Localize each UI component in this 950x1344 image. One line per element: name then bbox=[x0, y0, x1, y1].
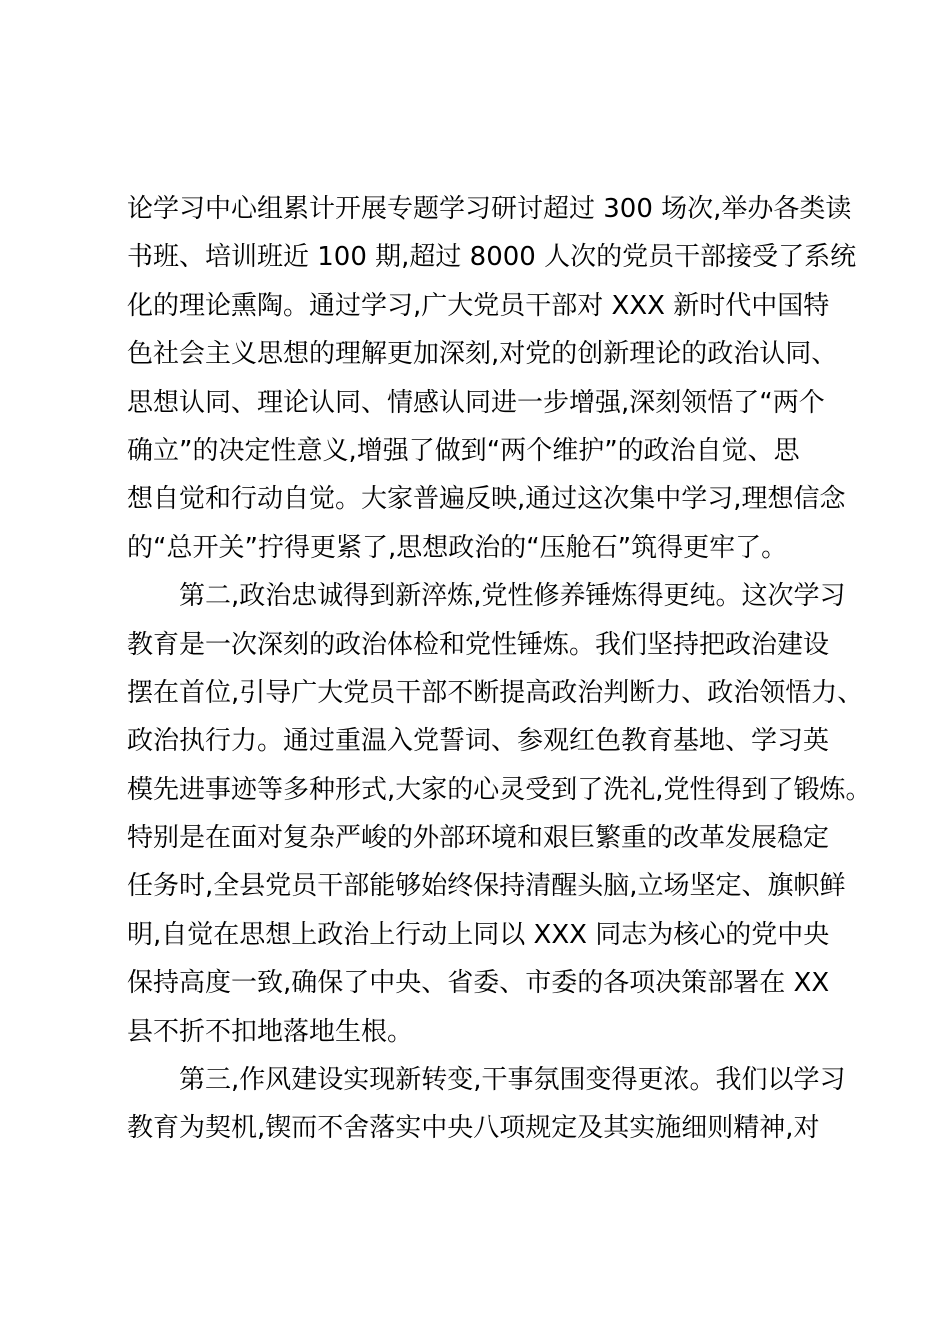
text-line-7: 想自觉和行动自觉。大家普遍反映,通过这次集中学习,理想信念 bbox=[127, 484, 846, 515]
text-line-5: 思想认同、理论认同、情感认同进一步增强,深刻领悟了“两个 bbox=[127, 387, 825, 418]
text-line-17: 保持高度一致,确保了中央、省委、市委的各项决策部署在 XX bbox=[127, 968, 830, 999]
text-line-6: 确立”的决定性意义,增强了做到“两个维护”的政治自觉、思 bbox=[127, 435, 800, 466]
text-line-11: 摆在首位,引导广大党员干部不断提高政治判断力、政治领悟力、 bbox=[127, 677, 864, 708]
text-line-18: 县不折不扣地落地生根。 bbox=[127, 1016, 414, 1047]
body-text bbox=[127, 185, 872, 1153]
paragraph-2-first-line: 第二,政治忠诚得到新淬炼,党性修养锤炼得更纯。这次学习 bbox=[179, 581, 846, 612]
text-line-15: 任务时,全县党员干部能够始终保持清醒头脑,立场坚定、旗帜鲜 bbox=[127, 871, 846, 902]
text-line-4: 色社会主义思想的理解更加深刻,对党的创新理论的政治认同、 bbox=[127, 339, 838, 370]
text-line-10: 教育是一次深刻的政治体检和党性锤炼。我们坚持把政治建设 bbox=[127, 629, 830, 660]
text-line-20: 教育为契机,锲而不舍落实中央八项规定及其实施细则精神,对 bbox=[127, 1113, 820, 1144]
paragraph-3-first-line: 第三,作风建设实现新转变,干事氛围变得更浓。我们以学习 bbox=[179, 1065, 846, 1096]
text-line-16: 明,自觉在思想上政治上行动上同以 XXX 同志为核心的党中央 bbox=[127, 919, 830, 950]
text-line-14: 特别是在面对复杂严峻的外部环境和艰巨繁重的改革发展稳定 bbox=[127, 823, 830, 854]
text-line-13: 模先进事迹等多种形式,大家的心灵受到了洗礼,党性得到了锻炼。 bbox=[127, 774, 872, 805]
text-line-8: 的“总开关”拧得更紧了,思想政治的“压舱石”筑得更牢了。 bbox=[127, 532, 788, 563]
text-line-3: 化的理论熏陶。通过学习,广大党员干部对 XXX 新时代中国特 bbox=[127, 290, 830, 321]
text-line-2: 书班、培训班近 100 期,超过 8000 人次的党员干部接受了系统 bbox=[127, 242, 857, 273]
text-line-1: 论学习中心组累计开展专题学习研讨超过 300 场次,举办各类读 bbox=[127, 194, 852, 224]
text-line-12: 政治执行力。通过重温入党誓词、参观红色教育基地、学习英 bbox=[127, 726, 830, 757]
